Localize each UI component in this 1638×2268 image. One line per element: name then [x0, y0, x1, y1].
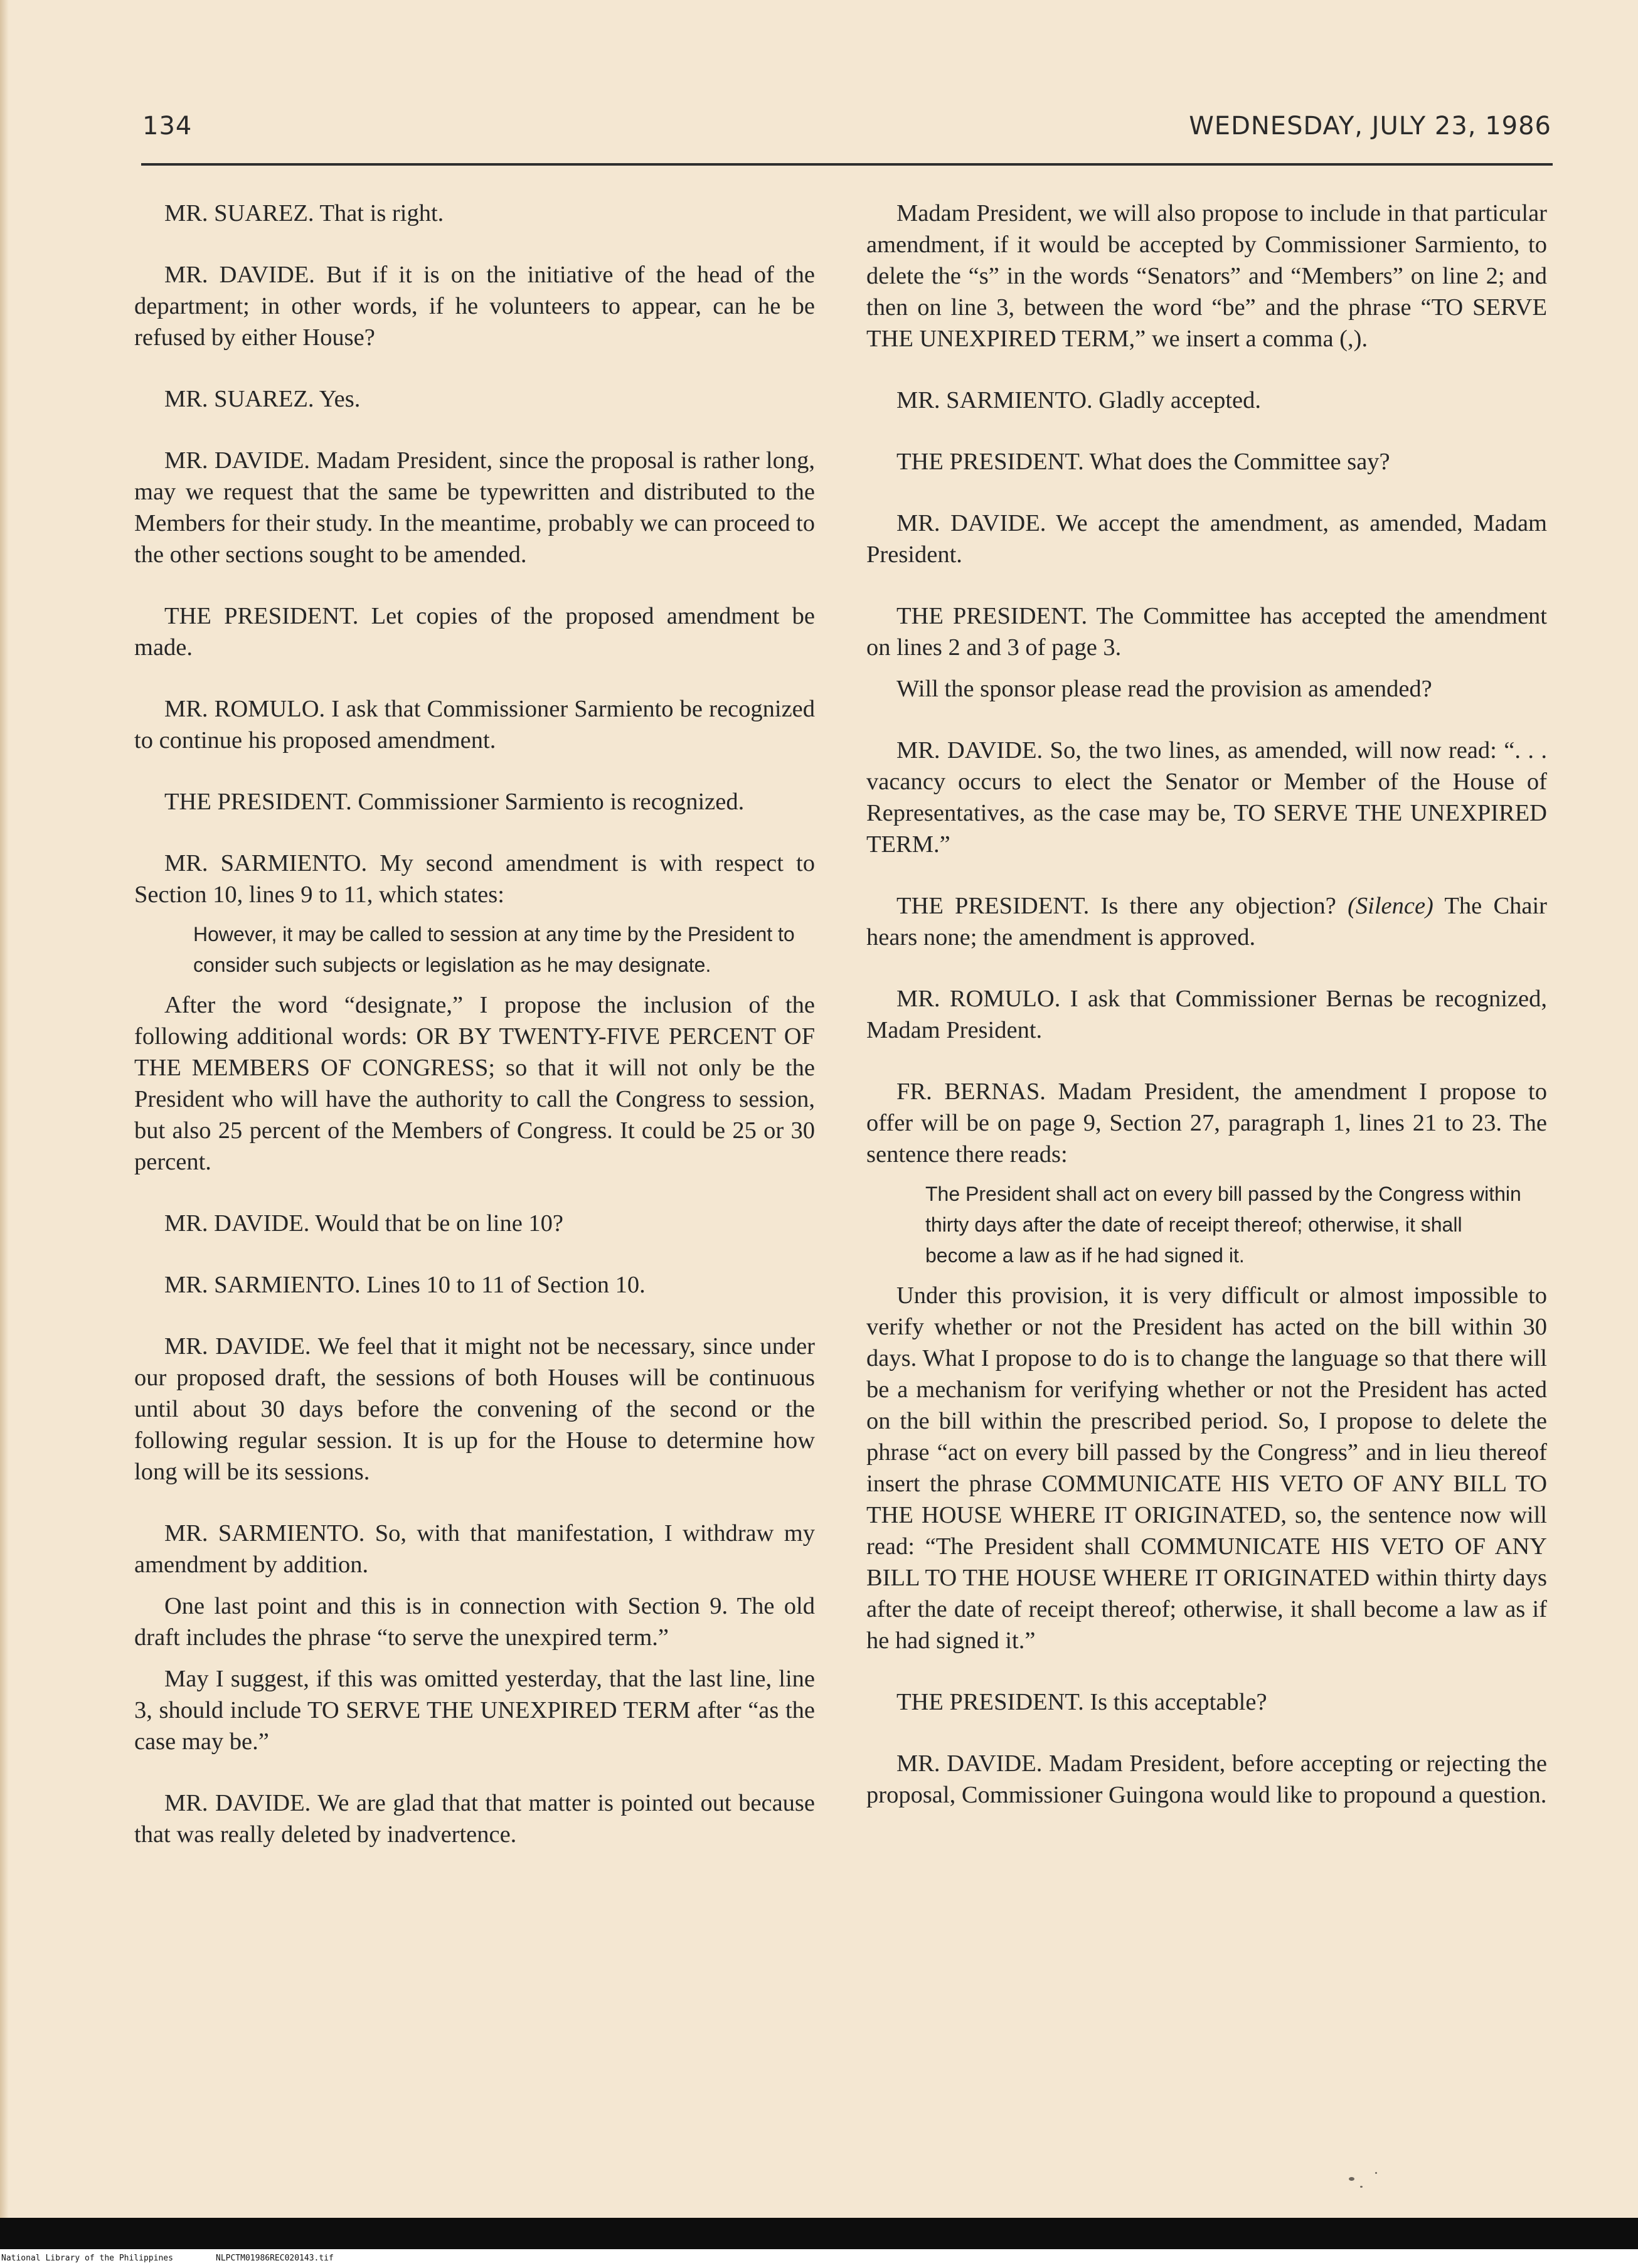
paragraph: [134, 1518, 815, 1580]
paragraph: [866, 1686, 1547, 1718]
paragraph: [866, 385, 1547, 416]
paragraph-text: THE PRESIDENT. Let copies of the proposed amendment be made.: [134, 603, 815, 661]
paragraph-text: Under this provision, it is very difficult or almost impossible to verify whether or not the President has acted on the bill within 30 days. What I propose to do is to change the language so that there will be a mechanism for verifying whether or not the President has acted on the bill within the prescribed period. So, I propose to delete the phrase “act on every bill passed by the Congress” and in lieu thereof insert the phrase COMMUNICATE HIS VETO OF ANY BILL TO THE HOUSE WHERE IT ORIGINATED, so, the sentence now will read: “The President shall COMMUNICATE HIS VETO OF ANY BILL TO THE HOUSE WHERE IT ORIGINATED within thirty days after the date of receipt thereof; otherwise, it shall become a law as if he had signed it.”: [866, 1282, 1547, 1654]
scan-speck: [1360, 2186, 1363, 2188]
running-header: [141, 112, 1553, 166]
paragraph: [134, 198, 815, 229]
paragraph: [866, 1076, 1547, 1170]
paragraph-text: MR. DAVIDE. So, the two lines, as amended, will now read: “. . . vacancy occurs to elect the Senator or Member of the House of Representatives, as the case may be, TO SERVE THE UNEXPIRED TERM.”: [866, 737, 1547, 858]
footer-filename: NLPCTM01986REC020143.tif: [216, 2254, 334, 2263]
paragraph: [134, 383, 815, 415]
paragraph-text: MR. SARMIENTO. So, with that manifestation, I withdraw my amendment by addition.: [134, 1520, 815, 1578]
paragraph-text: THE PRESIDENT. Commissioner Sarmiento is recognized.: [164, 789, 745, 815]
paragraph-text: MR. DAVIDE. We feel that it might not be necessary, since under our proposed draft, the sessions of both Houses will be continuous until about 30 days before the convening of the second or the following regular session. It is up for the House to determine how long will be its sessions.: [134, 1333, 815, 1485]
paragraph: [134, 600, 815, 663]
paragraph-text: MR. DAVIDE. We accept the amendment, as amended, Madam President.: [866, 510, 1547, 568]
paragraph-text: Will the sponsor please read the provision as amended?: [896, 676, 1432, 702]
paragraph-text: MR. SUAREZ. Yes.: [164, 386, 361, 412]
paragraph-text: One last point and this is in connection with Section 9. The old draft includes the phrase “to serve the unexpired term.”: [134, 1593, 815, 1651]
paragraph-text: May I suggest, if this was omitted yesterday, that the last line, line 3, should include TO SERVE THE UNEXPIRED TERM after “as the case may be.”: [134, 1666, 815, 1755]
scan-speck: [1349, 2177, 1354, 2181]
paragraph-text: After the word “designate,” I propose the inclusion of the following additional words: OR BY TWENTY-FIVE PERCENT OF THE MEMBERS OF CONGRESS; so that it will not only be the President who will have the authority to call the Congress to session, but also 25 percent of the Members of Congress. It could be 25 or 30 percent.: [134, 992, 815, 1175]
paragraph: [134, 1269, 815, 1301]
paragraph: [134, 1787, 815, 1850]
paragraph: [134, 1590, 815, 1653]
footer-source: National Library of the Philippines: [1, 2254, 173, 2263]
block-quote: [866, 1179, 1534, 1271]
right-column: [866, 198, 1547, 1811]
paragraph: [134, 989, 815, 1178]
paragraph-text-continued: The Chair hears none; the amendment is approved.: [866, 893, 1547, 950]
paragraph-text: MR. ROMULO. I ask that Commissioner Bernas be recognized, Madam President.: [866, 986, 1547, 1043]
paragraph-text: MR. DAVIDE. But if it is on the initiative of the head of the department; in other words, if he volunteers to appear, can he be refused by either House?: [134, 262, 815, 351]
page-number: 134: [142, 112, 193, 141]
paragraph-text: The President shall act on every bill passed by the Congress within thirty days after the date of receipt thereof; otherwise, it shall become a law as if he had signed it.: [925, 1183, 1521, 1267]
paragraph-text: MR. SARMIENTO. Lines 10 to 11 of Section 10.: [164, 1272, 646, 1298]
paragraph-text: FR. BERNAS. Madam President, the amendment I propose to offer will be on page 9, Section 27, paragraph 1, lines 21 to 23. The sentence there reads:: [866, 1078, 1547, 1168]
paragraph: [134, 1208, 815, 1239]
scan-footer: [0, 2249, 1638, 2268]
paragraph-text: MR. DAVIDE. Madam President, before accepting or rejecting the proposal, Commissioner Guingona would like to propound a question.: [866, 1750, 1547, 1808]
paragraph: [866, 198, 1547, 354]
paragraph-text: THE PRESIDENT. Is there any objection?: [896, 893, 1336, 919]
paragraph-text: MR. ROMULO. I ask that Commissioner Sarmiento be recognized to continue his proposed amendment.: [134, 696, 815, 753]
scan-speck: [1375, 2172, 1377, 2174]
paragraph-text: THE PRESIDENT. Is this acceptable?: [896, 1689, 1267, 1715]
paragraph: [866, 735, 1547, 860]
block-quote: [134, 919, 802, 981]
left-column: [134, 198, 815, 1850]
paragraph: [134, 445, 815, 570]
paragraph-text: MR. DAVIDE. Madam President, since the proposal is rather long, may we request that the same be typewritten and distributed to the Members for their study. In the meantime, probably we can proceed to the other sections sought to be amended.: [134, 447, 815, 568]
paragraph-text: MR. SARMIENTO. My second amendment is with respect to Section 10, lines 9 to 11, which states:: [134, 850, 815, 908]
paragraph-text: MR. DAVIDE. Would that be on line 10?: [164, 1210, 564, 1237]
paragraph: [134, 259, 815, 353]
paragraph-text: THE PRESIDENT. What does the Committee say?: [896, 449, 1390, 475]
paragraph: [866, 600, 1547, 663]
stage-direction: (Silence): [1348, 893, 1433, 919]
paragraph-text: MR. DAVIDE. We are glad that that matter is pointed out because that was really deleted by inadvertence.: [134, 1790, 815, 1848]
paragraph: [866, 673, 1547, 705]
paragraph: [866, 508, 1547, 570]
paragraph: [134, 1663, 815, 1757]
paragraph: [866, 890, 1547, 953]
paragraph-text: THE PRESIDENT. The Committee has accepted the amendment on lines 2 and 3 of page 3.: [866, 603, 1547, 661]
scanner-border: [0, 2218, 1638, 2249]
paragraph: [134, 693, 815, 756]
paragraph: [866, 1280, 1547, 1656]
paragraph: [866, 1748, 1547, 1811]
paragraph: [866, 446, 1547, 477]
paragraph-text: MR. SUAREZ. That is right.: [164, 200, 444, 226]
paragraph: [134, 1331, 815, 1488]
running-header-date: WEDNESDAY, JULY 23, 1986: [1189, 112, 1551, 141]
paragraph-text: MR. SARMIENTO. Gladly accepted.: [896, 387, 1261, 413]
paragraph-text: However, it may be called to session at any time by the President to consider such subjects or legislation as he may designate.: [193, 923, 795, 976]
paragraph-text: Madam President, we will also propose to include in that particular amendment, if it would be accepted by Commissioner Sarmiento, to delete the “s” in the words “Senators” and “Members” on line 2; and then on line 3, between the word “be” and the phrase “TO SERVE THE UNEXPIRED TERM,” we insert a comma (,).: [866, 200, 1547, 352]
page-edge-shadow: [0, 0, 9, 2218]
paragraph: [866, 983, 1547, 1046]
paragraph: [134, 786, 815, 817]
paragraph: [134, 848, 815, 910]
